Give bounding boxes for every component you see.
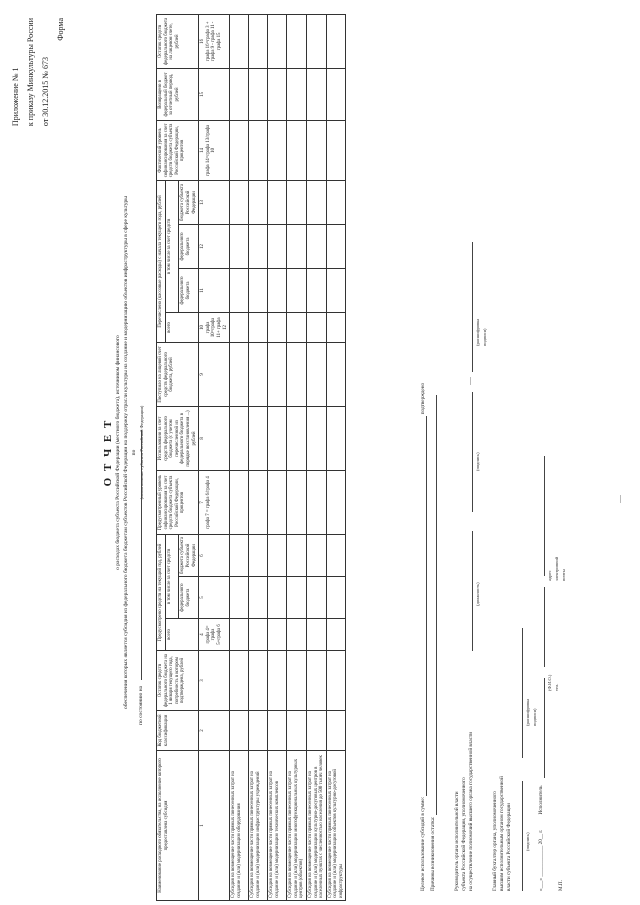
- accountant-title-1: Главный бухгалтер органа, уполномоченного: [492, 791, 498, 891]
- confirmed-label: подтверждено: [420, 382, 426, 415]
- accountant-title-3: власти субъекта Российской Федерации: [506, 803, 512, 891]
- table-row: [306, 14, 326, 900]
- position-caption: (должность): [475, 582, 480, 606]
- header-federal: федерального бюджета: [179, 268, 199, 312]
- stamp-label: М.П.: [558, 880, 564, 891]
- table-row: [249, 14, 268, 900]
- title-line-3: по: [131, 449, 137, 456]
- executor-label: Исполнитель: [538, 785, 544, 815]
- header-federal: федерального бюджета: [179, 224, 199, 268]
- header-code: Код бюджетной классификации: [157, 711, 199, 751]
- head-signature-block: [454, 732, 475, 891]
- signature-line: [466, 392, 473, 512]
- table-row: [268, 14, 287, 900]
- column-number: [199, 619, 230, 651]
- name-caption: (расшифровка подписи): [475, 318, 487, 346]
- column-number: 5: [199, 577, 230, 619]
- date-fill-line: [141, 430, 142, 680]
- signature-caption: (подпись): [475, 452, 480, 471]
- header-cofinancing-plan: Предусмотренный уровень софинансирования за счет средств бюджета субъекта Российской Федерации, процентов: [157, 470, 199, 534]
- column-number: [199, 470, 230, 534]
- table-row: [230, 14, 249, 900]
- column-number: 15: [199, 68, 230, 120]
- header-used: Использовано за счет средств федерального бюджета (с учетом перечисленной из федерального бюджета в порядке восстановления ...) рублей: [157, 406, 199, 470]
- row-label: Субсидия на возмещение части прямых понесенных затрат на создание и (или) модернизацию инфраструктуры учреждений: [249, 751, 268, 901]
- header-including: в том числе за счет средств: [165, 180, 179, 312]
- table-header-row: [157, 14, 166, 900]
- executor-fill-line: [538, 678, 545, 778]
- column-number: 8: [199, 406, 230, 470]
- header-remaining: Остаток средств федерального бюджета на лицевом счете, рублей: [157, 14, 199, 68]
- header-regional: бюджета субъекта Российской Федерации: [179, 180, 199, 224]
- table-row: [287, 14, 307, 900]
- column-number: 12: [199, 224, 230, 268]
- column-number-value: 14: [200, 148, 206, 153]
- subject-caption: (наименование субъекта Российской Федерации): [139, 405, 144, 500]
- accountant-title-2: высшим исполнительным органом государственной: [499, 776, 505, 891]
- row-label: Субсидия на возмещение части прямых понесенных затрат на создание и (или) модернизацию многофункциональных культурных центров (объектов): [287, 751, 307, 901]
- column-number: [199, 14, 230, 68]
- header-cash: Перечислено (кассовые расходы) с начала текущего года, рублей: [157, 180, 166, 342]
- formula-16: графа 16=графа 3 + графа 9 - графа 11 - графа 15: [205, 21, 222, 62]
- column-number: 11: [199, 268, 230, 312]
- accountant-sign-line: [516, 781, 523, 891]
- email-caption: адрес электронной почты: [547, 556, 566, 581]
- title-line-2: обеспечения которых является субсидия из федерального бюджета бюджетам субъектов Российской Федерации на поддержку отрасли культуры на создание и модернизацию объектов инфраструктуры в сфере культуры: [123, 196, 129, 710]
- accountant-name-caption: (расшифровка подписи): [525, 698, 537, 726]
- reason-fill-line: [430, 395, 437, 815]
- date-line: [138, 430, 144, 725]
- formula-4: графа 4= графа 5+графа 6: [205, 624, 222, 645]
- appendix-line-3: от 30.12.2015 № 673: [41, 57, 50, 127]
- row-label: Субсидия на возмещение части прямых понесенных затрат на создание и (или) модернизацию технических комплексов: [268, 751, 287, 901]
- header-provided: Предусмотрено средств на текущий год, рублей: [157, 534, 166, 650]
- column-number-row: [199, 14, 230, 900]
- head-title-1: Руководитель органа исполнительной власти: [454, 791, 460, 891]
- column-number-value: 16: [200, 39, 206, 44]
- appendix-line-2: к приказу Минкультуры России: [26, 18, 35, 127]
- executor-caption: (Ф.И.О.) тел.: [547, 674, 559, 691]
- formula-10: графа 10=графа 11+ графа 12: [205, 317, 228, 338]
- date-prefix: по состоянию на: [138, 685, 144, 725]
- column-number: 13: [199, 180, 230, 224]
- footer-reason-line: [430, 395, 437, 891]
- formula-7: графа 7 = графа 6/графа 4: [205, 476, 211, 529]
- date-stub: «___» ____________ 20__ г.: [538, 829, 544, 891]
- form-label: Форма: [56, 18, 65, 41]
- row-label: Субсидия на возмещение части прямых понесенных затрат на создание и (или) модернизацию оборудования: [230, 751, 249, 901]
- date-executor-line: [538, 456, 545, 891]
- header-cofinancing-actual: Фактический уровень софинансирования за счет средств бюджета субъекта Российской Федерации, процентов: [157, 120, 199, 180]
- usage-label: Целевое использование субсидий в сумме:: [420, 796, 426, 891]
- title-line-1: о расходах бюджета субъекта Российской Федерации (местного бюджета), источником финансового: [115, 335, 121, 570]
- report-table: [156, 14, 346, 901]
- accountant-signature-lines: [516, 628, 523, 891]
- accountant-sign-caption: (подпись): [525, 832, 530, 851]
- header-name: Наименование расходного обязательства, на исполнение которого предоставлена субсидия: [157, 751, 199, 901]
- head-title-3: на осуществление полномочий высшего органа государственной власти: [468, 731, 474, 891]
- column-number: [199, 312, 230, 342]
- footer-usage-line: [420, 383, 427, 891]
- position-line: [466, 531, 473, 651]
- table-row: [326, 14, 346, 900]
- header-regional: бюджета субъекта Российской Федерации: [179, 534, 199, 576]
- header-federal: федерального бюджета: [179, 577, 199, 619]
- accountant-name-line: [516, 628, 523, 758]
- scan-mark: [470, 377, 471, 385]
- row-label: Субсидия на возмещение части прямых понесенных затрат на создание и (или) модернизацию культурно-досуговых центров в населенных пунктах с численностью населения до 500 тысяч человек: [306, 751, 326, 901]
- header-received: Поступило на лицевой счет средств федерального бюджета, рублей: [157, 342, 199, 406]
- phone-fill-line: [538, 587, 545, 667]
- column-number-value: 7: [200, 501, 206, 504]
- accountant-block: [492, 776, 513, 891]
- appendix-line-1: Приложение № 1: [11, 67, 20, 127]
- column-number: 2: [199, 711, 230, 751]
- column-number-value: 10: [200, 325, 206, 330]
- header-total: всего: [165, 619, 199, 651]
- header-total: всего: [165, 312, 199, 342]
- appendix-block: [8, 18, 68, 126]
- column-number: 1: [199, 751, 230, 901]
- header-including: в том числе за счет средств: [165, 534, 179, 618]
- header-returned: Возвращено в федеральный бюджет за отчетный период, рублей: [157, 68, 199, 120]
- report-title: О Т Ч Е Т: [102, 418, 114, 487]
- scan-mark: [620, 495, 621, 503]
- reason-label: Причины возникновения остатка:: [430, 816, 436, 891]
- header-balance: Остаток средств федерального бюджета на 1 января текущего года, потребность в котором подтверждена, рублей: [157, 651, 199, 711]
- column-number: 3: [199, 651, 230, 711]
- name-line: [466, 242, 473, 372]
- formula-14: графа 14=графа 13/графа 10: [205, 124, 217, 177]
- email-fill-line: [538, 456, 545, 576]
- column-number: [199, 120, 230, 180]
- column-number: 6: [199, 534, 230, 576]
- head-signature-lines: [466, 242, 473, 651]
- usage-fill-line: [420, 416, 427, 796]
- column-number-value: 4: [200, 633, 206, 636]
- column-number: 9: [199, 342, 230, 406]
- head-title-2: субъекта Российской Федерации, уполномоченного: [461, 777, 467, 891]
- row-label: Субсидия на возмещение части прямых понесенных затрат на создание и (или) модернизацию объектов культурно-досуговой инфраструктуры: [326, 751, 346, 901]
